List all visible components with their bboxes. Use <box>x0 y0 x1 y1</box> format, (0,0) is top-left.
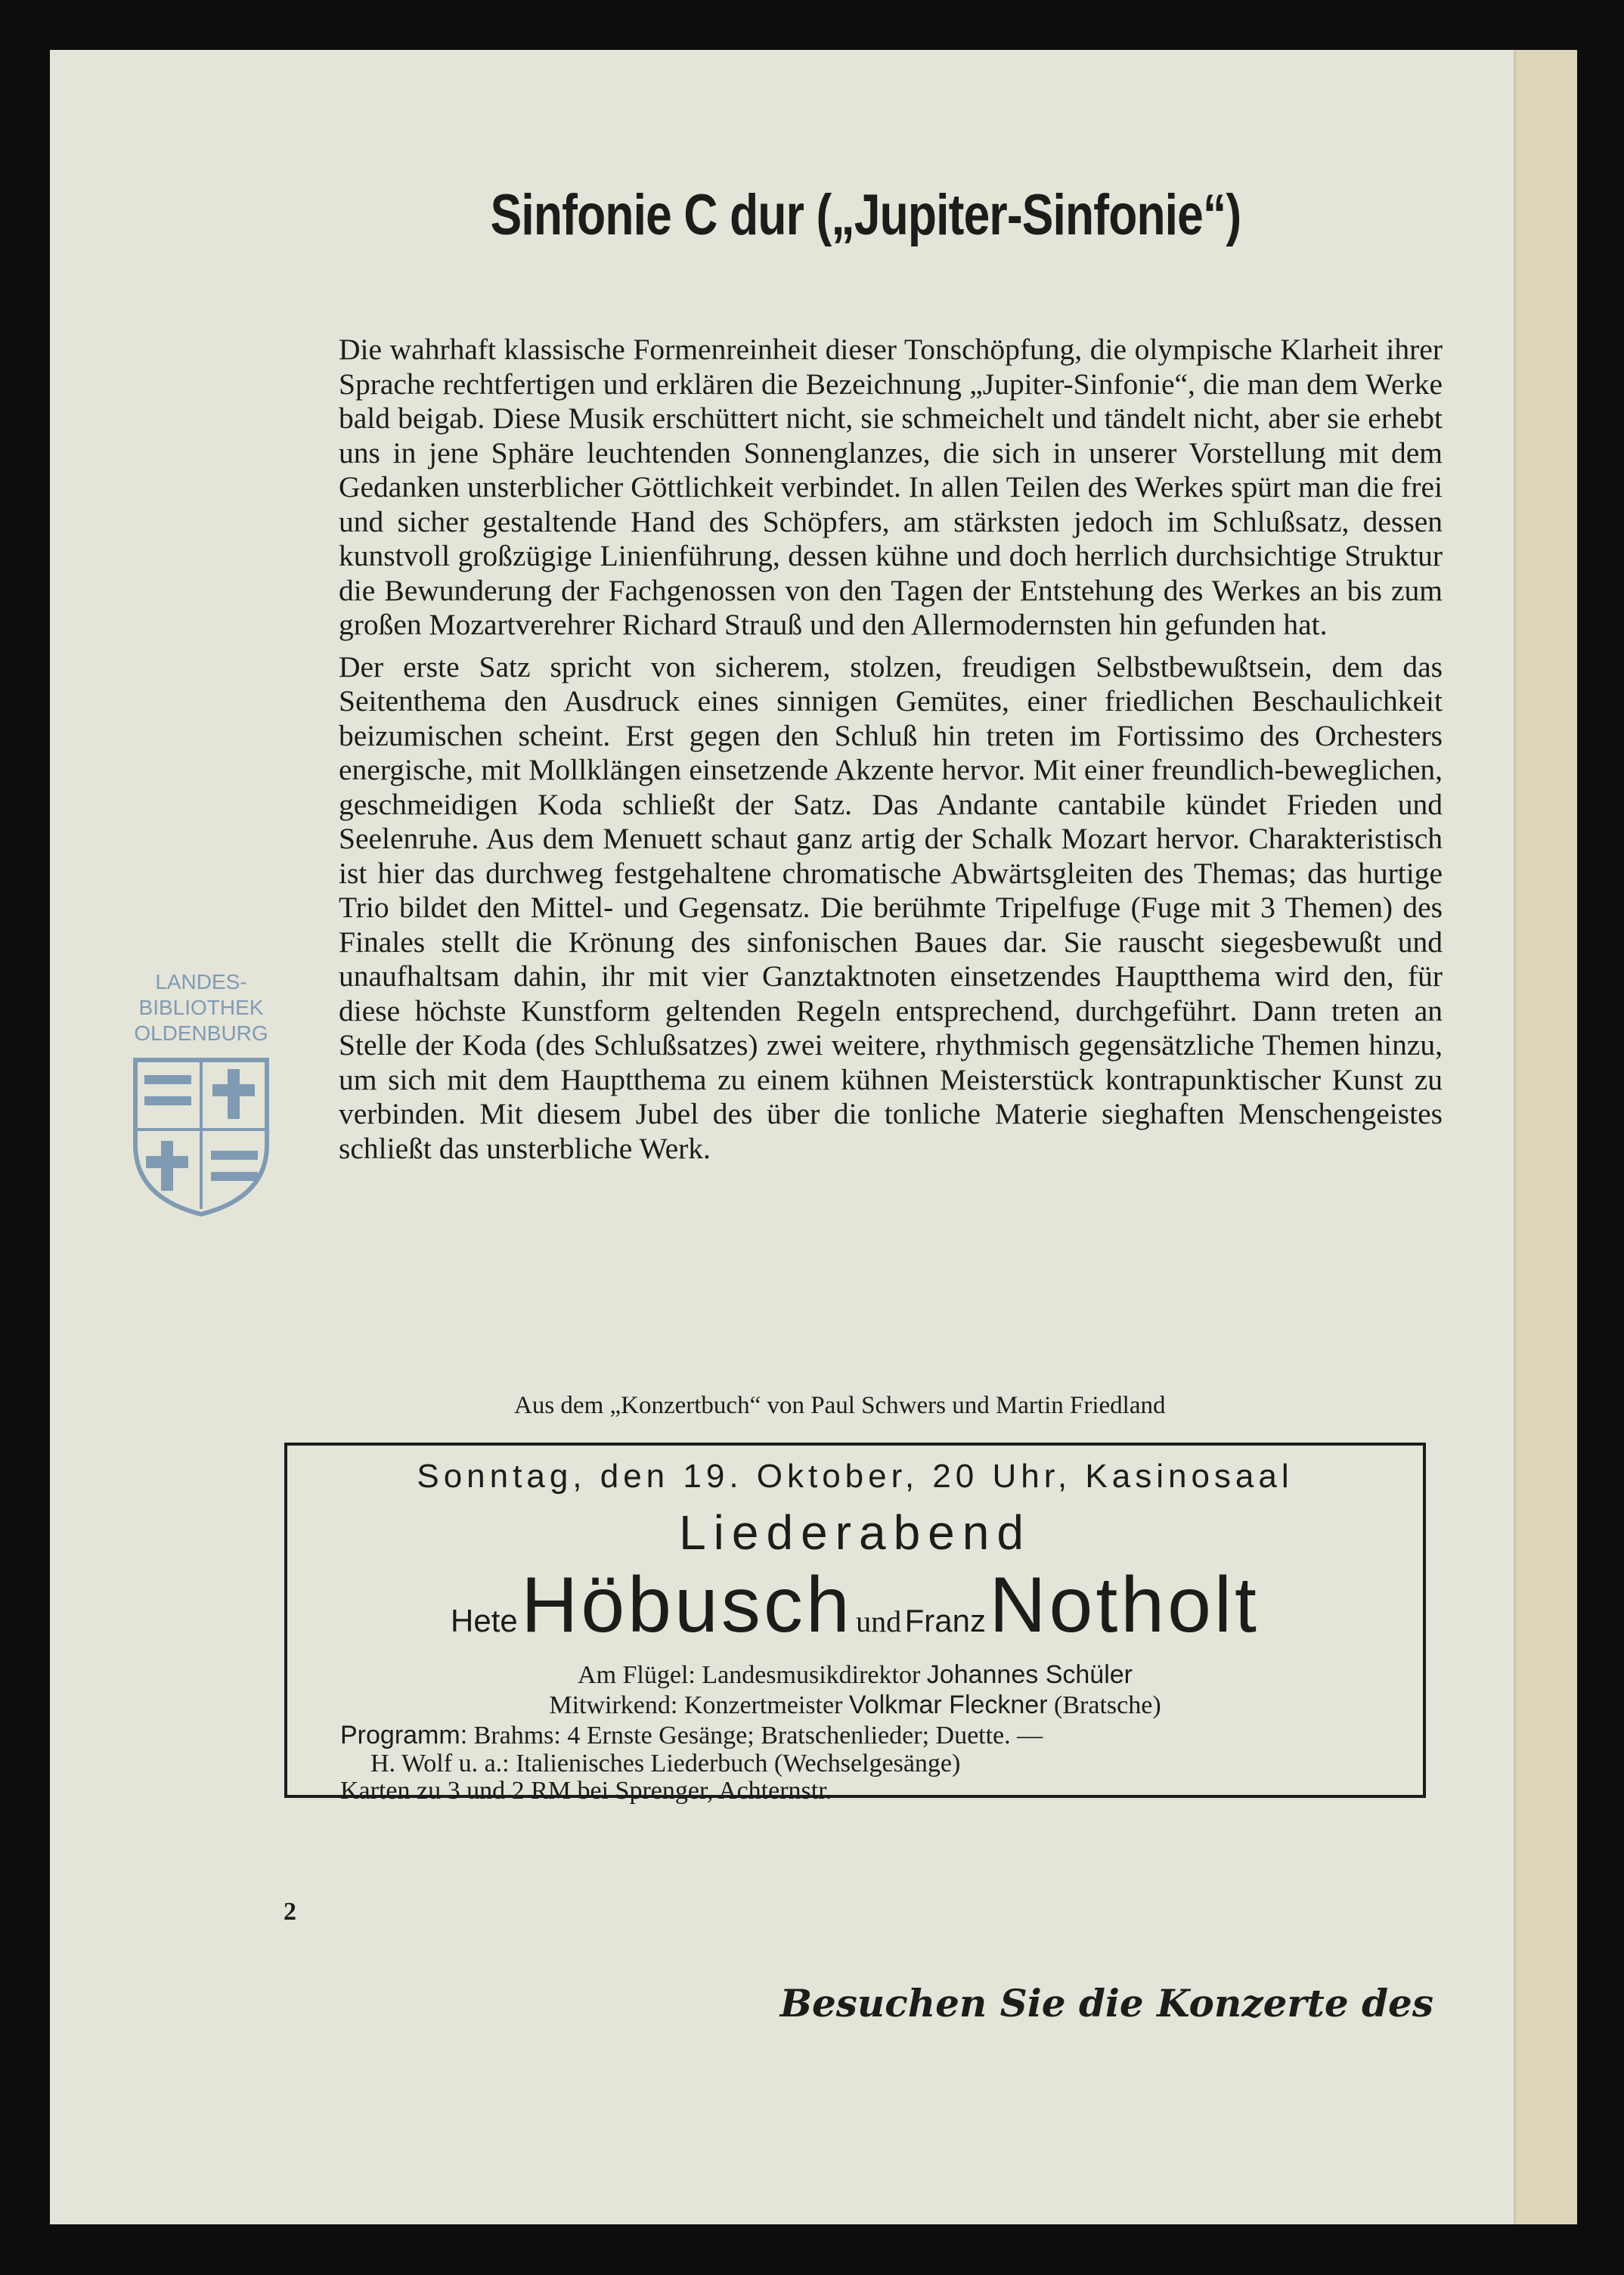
source-citation: Aus dem „Konzertbuch“ von Paul Schwers und Martin Friedland <box>514 1392 1166 1419</box>
library-stamp <box>110 969 292 1226</box>
performer1-last: Höbusch <box>521 1561 853 1649</box>
conjunction: und <box>856 1604 902 1638</box>
page-number: 2 <box>284 1898 296 1926</box>
paragraph-2: Der erste Satz spricht von sicherem, stolzen, freudigen Selbstbewußtsein, dem das Seitenthema den Ausdruck eines sinnigen Gemütes, einer friedlichen Beschaulichkeit beizumischen scheint. Erst gegen den Schluß hin treten im Fortissimo des Orchesters energische, mit Mollklängen einsetzende Akzente hervor. Mit einer freundlich-beweglichen, geschmeidigen Koda schließt der Satz. Das Andante cantabile kündet Frieden und Seelenruhe. Aus dem Menuett schaut ganz artig der Schalk Mozart hervor. Charakteristisch ist hier das durchweg festgehaltene chromatische Abwärtsgleiten des Themas; das hurtige Trio bildet den Mittel- und Gegensatz. Die berühmte Tripelfuge (Fuge mit 3 Themen) des Finales stellt die Krönung des sinfonischen Baues dar. Sie rauscht siegesbewußt und unaufhaltsam dahin, ihr mit vier Ganztaktnoten einsetzendes Hauptthema wird den, für diese höchste Kunstform geltenden Regeln entsprechend, durchgeführt. Dann treten an Stelle der Koda (des Schlußsatzes) zwei weitere, rhythmisch gegensätzliche Themen hinzu, um sich mit dem Hauptthema zu einem kühnen Meisterstück kontrapunktischer Kunst zu verbinden. Mit diesem Jubel des über die tonliche Materie sieghaften Menschengeistes schließt das unsterbliche Werk. <box>339 649 1443 1165</box>
coat-of-arms-icon <box>129 1054 273 1220</box>
stamp-line-1: LANDES- <box>155 970 247 993</box>
tickets-line: Karten zu 3 und 2 RM bei Sprenger, Achternstr. <box>340 1777 832 1805</box>
concert-announcement <box>284 1443 1426 1805</box>
assist-suffix: (Bratsche) <box>1054 1691 1161 1719</box>
assist-label: Mitwirkend: Konzertmeister <box>549 1691 843 1719</box>
program-label: Programm: <box>340 1721 468 1750</box>
next-page-edge <box>1514 50 1577 2224</box>
assist-name: Volkmar Fleckner <box>848 1691 1048 1719</box>
page-title: Sinfonie C dur („Jupiter-Sinfonie“) <box>490 183 1241 247</box>
performer2-last: Notholt <box>989 1561 1260 1649</box>
program-line-1 <box>340 1721 1384 1750</box>
footer-teaser: Besuchen Sie die Konzerte des <box>779 1981 1433 2025</box>
performer1-first: Hete <box>451 1603 518 1638</box>
assist-line <box>287 1691 1423 1720</box>
piano-label: Am Flügel: Landesmusikdirektor <box>578 1661 921 1689</box>
performers-line <box>287 1561 1423 1650</box>
date-line: Sonntag, den 19. Oktober, 20 Uhr, Kasinosaal <box>417 1458 1294 1495</box>
piano-name: Johannes Schüler <box>926 1660 1133 1689</box>
program-line-2: H. Wolf u. a.: Italienisches Liederbuch (Wechselgesänge) <box>370 1750 961 1778</box>
stamp-line-2: BIBLIOTHEK <box>138 996 264 1019</box>
stamp-line-3: OLDENBURG <box>134 1021 268 1045</box>
paragraph-1: Die wahrhaft klassische Formenreinheit dieser Tonschöpfung, die olympische Klarheit ihrer Sprache rechtfertigen und erklären die Bezeichnung „Jupiter-Sinfonie“, die man dem Werke bald beigab. Diese Musik erschüttert nicht, sie schmeichelt und tändelt nicht, aber sie erhebt uns in jene Sphäre leuchtenden Sonnenglanzes, die sich in unserer Vorstellung mit dem Gedanken unsterblicher Göttlichkeit verbindet. In allen Teilen des Werkes spürt man die frei und sicher gestaltende Hand des Schöpfers, am stärksten jedoch im Schlußsatz, dessen kunstvoll großzügige Linienführung, dessen kühne und doch herrlich durchsichtige Struktur die Bewunderung der Fachgenossen von den Tagen der Entstehung des Werkes an bis zum großen Mozartverehrer Richard Strauß und den Allermodernsten hin gefunden hat. <box>339 333 1443 641</box>
program-text-1: Brahms: 4 Ernste Gesänge; Bratschenlieder; Duette. — <box>473 1722 1043 1750</box>
article-body <box>339 333 1443 1173</box>
event-title: Liederabend <box>679 1505 1031 1560</box>
piano-line <box>287 1660 1423 1690</box>
performer2-first: Franz <box>904 1603 986 1638</box>
